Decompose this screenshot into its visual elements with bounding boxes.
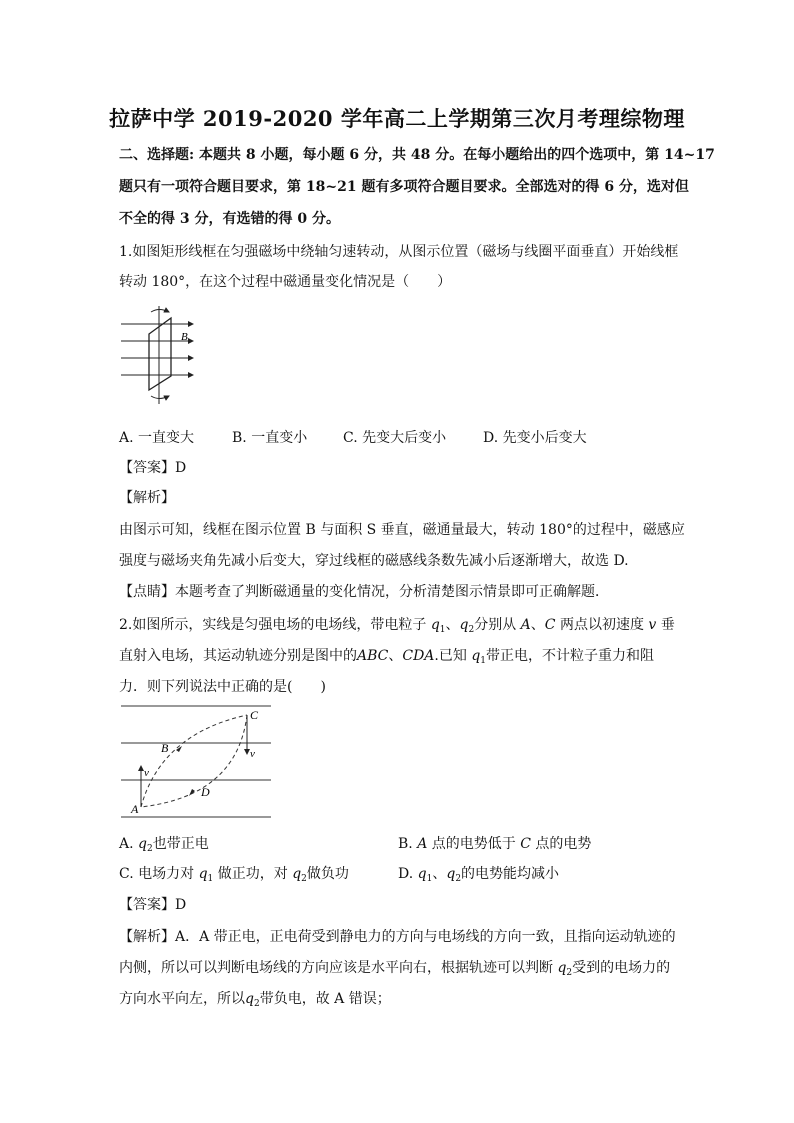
rotation-arrow-top [151, 310, 169, 313]
q2-analysis-line-2: 内侧，所以可以判断电场线的方向应该是水平向右，根据轨迹可以判断 $q_2$受到的电场力的 [119, 960, 671, 978]
q2-stem-line-3: 力．则下列说法中正确的是( ) [119, 679, 326, 695]
trajectory-cda [141, 715, 247, 807]
section-header-line-1: 二、选择题: 本题共 8 小题，每小题 6 分，共 48 分。在每小题给出的四个选项中，第 14~17 [119, 147, 715, 163]
label-v-c: v [250, 748, 255, 760]
q1-figure [119, 304, 205, 406]
label-c: C [250, 708, 259, 722]
q1-analysis-line-1: 由图示可知，线框在图示位置 B 与面积 S 垂直，磁通量最大，转动 180°的过程中，磁感应 [119, 522, 685, 538]
q2-answer: 【答案】D [119, 897, 187, 913]
field-label-b: B [181, 331, 188, 343]
coil-frame [149, 318, 171, 390]
label-v-a: v [144, 767, 149, 779]
section-header-line-2: 题只有一项符合题目要求，第 18~21 题有多项符合题目要求。全部选对的得 6 分，选对但 [119, 179, 689, 195]
q2-stem-line-2: 直射入电场，其运动轨迹分别是图中的ABC、CDA.已知 $q_1$带正电，不计粒子重力和阻 [119, 648, 655, 666]
q1-comment: 【点睛】本题考查了判断磁通量的变化情况，分析清楚图示情景即可正确解题． [119, 584, 609, 600]
q2-option-c: C. 电场力对 $q_1$ 做正功，对 $q_2$做负功 [119, 866, 349, 884]
section-header-line-3: 不全的得 3 分，有选错的得 0 分。 [119, 211, 340, 227]
q1-stem-line-1: 1.如图矩形线框在匀强磁场中绕轴匀速转动，从图示位置（磁场与线圈平面垂直）开始线框 [119, 244, 679, 260]
page-title: 拉萨中学 2019-2020 学年高二上学期第三次月考理综物理 [109, 106, 685, 131]
q2-option-b: B. A 点的电势低于 C 点的电势 [398, 836, 592, 852]
trajectory-abc [141, 715, 247, 807]
q1-answer: 【答案】D [119, 460, 187, 476]
electric-field-lines [121, 706, 271, 817]
q2-figure [119, 704, 274, 820]
q2-analysis-line-3: 方向水平向左，所以$q_2$带负电，故 A 错误； [119, 991, 391, 1009]
rotation-arrow-bottom [151, 396, 169, 399]
q2-analysis-line-1: 【解析】A．A 带正电，正电荷受到静电力的方向与电场线的方向一致，且指向运动轨迹的 [119, 929, 676, 945]
q1-option-a: A. 一直变大 [119, 430, 195, 446]
q1-stem-line-2: 转动 180°，在这个过程中磁通量变化情况是（ ） [119, 274, 452, 290]
q2-stem-line-1: 2.如图所示，实线是匀强电场的电场线，带电粒子 $q_1$、$q_2$分别从 A、C 两点以初速度 v 垂 [119, 617, 675, 635]
label-d: D [201, 785, 210, 799]
arrow-b [176, 746, 182, 752]
label-b: B [161, 741, 169, 755]
q1-option-b: B. 一直变小 [232, 430, 308, 446]
q1-analysis-title: 【解析】 [119, 490, 175, 506]
q2-option-a: A. $q_2$也带正电 [119, 836, 209, 854]
q1-analysis-line-2: 强度与磁场夹角先减小后变大，穿过线框的磁感线条数先减小后逐渐增大，故选 D. [119, 553, 629, 569]
q1-option-c: C. 先变大后变小 [343, 430, 447, 446]
q2-option-d: D. $q_1$、$q_2$的电势能均减小 [398, 866, 560, 884]
label-a: A [131, 802, 139, 816]
q1-option-d: D. 先变小后变大 [483, 430, 587, 446]
